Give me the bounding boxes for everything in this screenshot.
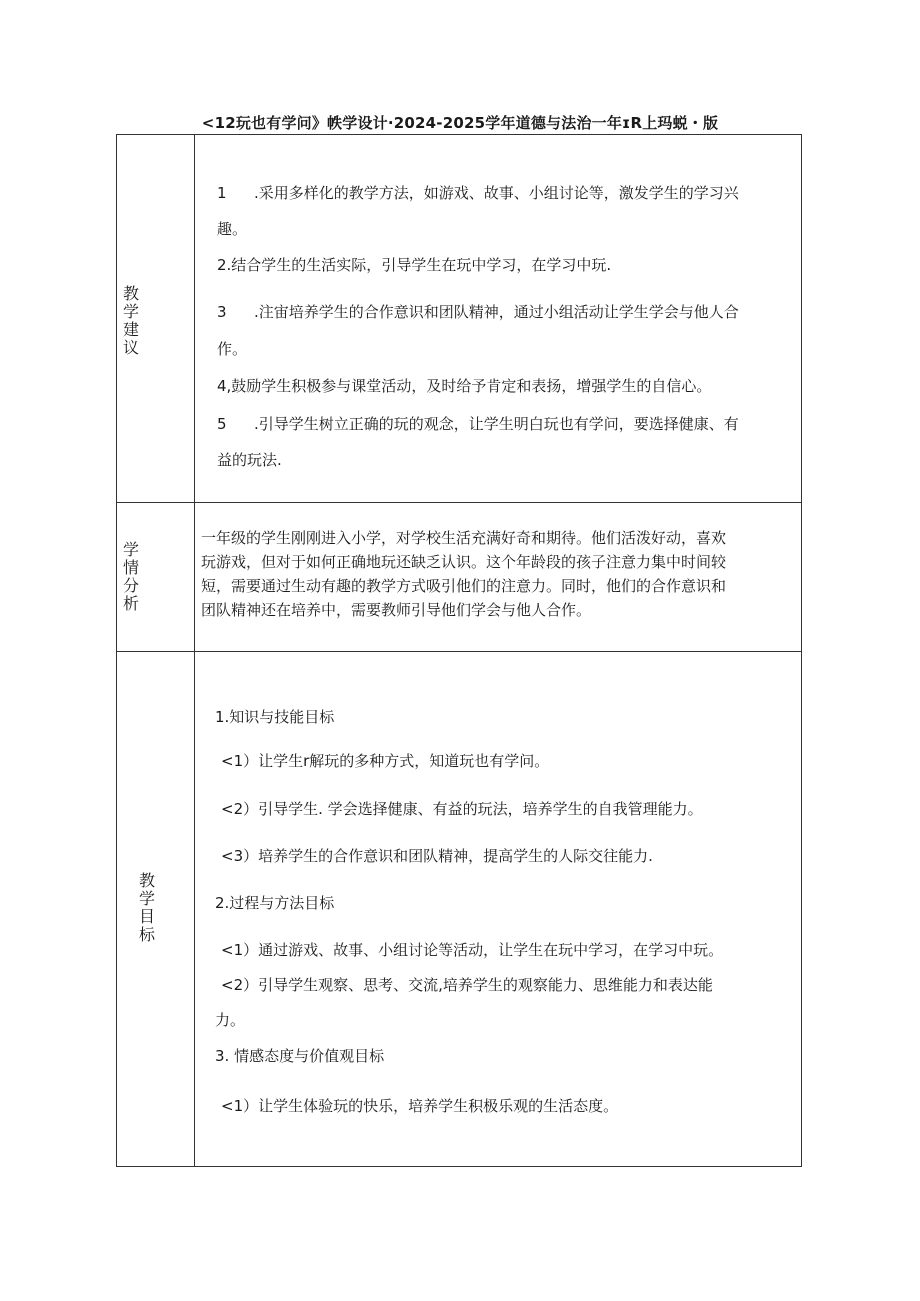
label-char: 分	[123, 576, 140, 595]
label-char: 建	[123, 320, 140, 339]
vertical-label-teaching-suggestions	[123, 285, 139, 357]
goal-item: <1）通过游戏、故事、小组讨论等活动，让学生在玩中学习，在学习中玩。	[221, 941, 724, 959]
content-teaching-goals	[195, 652, 801, 1166]
suggestion-item-1-cont: 趣。	[217, 220, 248, 238]
label-char: 目	[139, 907, 156, 926]
analysis-line-2: 玩游戏，但对于如何正确地玩还缺乏认识。这个年龄段的孩子注意力集中时间较	[201, 553, 727, 571]
goal-heading-1: 1.知识与技能目标	[215, 708, 335, 726]
row-teaching-goals	[117, 652, 801, 1166]
goal-heading-2: 2.过程与方法目标	[215, 894, 335, 912]
label-char: 学	[123, 540, 140, 559]
label-char: 议	[123, 338, 140, 357]
item-number: 3	[217, 303, 227, 321]
suggestion-item-5-cont: 益的玩法.	[217, 451, 282, 469]
label-char: 情	[123, 558, 140, 577]
label-char: 教	[139, 871, 156, 890]
lesson-plan-table	[116, 134, 802, 1167]
suggestion-item-5	[217, 413, 739, 434]
suggestion-item-1	[217, 182, 739, 203]
item-text: .采用多样化的教学方法，如游戏、故事、小组讨论等，激发学生的学习兴	[254, 184, 739, 202]
content-teaching-suggestions	[195, 135, 801, 502]
vertical-label-student-analysis	[123, 541, 139, 613]
goal-item-cont: 力。	[215, 1011, 246, 1029]
suggestion-item-2: 2.结合学生的生活实际，引导学生在玩中学习，在学习中玩.	[217, 256, 612, 274]
row-student-analysis	[117, 503, 801, 652]
item-number: 5	[217, 415, 227, 433]
suggestion-item-3-cont: 作。	[217, 340, 248, 358]
label-char: 析	[123, 594, 140, 613]
label-char: 教	[123, 284, 140, 303]
suggestion-item-3	[217, 301, 739, 322]
vertical-label-teaching-goals	[139, 872, 155, 944]
label-char: 标	[139, 925, 156, 944]
label-cell-teaching-goals	[117, 652, 195, 1166]
content-student-analysis	[195, 503, 801, 651]
label-char: 学	[139, 889, 156, 908]
goal-heading-3: 3. 情感态度与价值观目标	[215, 1047, 385, 1065]
analysis-line-4: 团队精神还在培养中，需要教师引导他们学会与他人合作。	[201, 601, 592, 619]
label-char: 学	[123, 302, 140, 321]
item-number: 1	[217, 184, 227, 202]
analysis-line-3: 短，需要通过生动有趣的教学方式吸引他们的注意力。同时，他们的合作意识和	[201, 577, 727, 595]
goal-item: <2）引导学生观察、思考、交流,培养学生的观察能力、思维能力和表达能	[221, 976, 713, 994]
analysis-line-1: 一年级的学生刚刚进入小学，对学校生活充满好奇和期待。他们活泼好动，喜欢	[201, 529, 727, 547]
goal-item: <1）让学生体验玩的快乐，培养学生积极乐观的生活态度。	[221, 1097, 619, 1115]
document-title: <12玩也有学问》帙学设计·2024-2025学年道德与法治一年ɪR上玛蜕・版	[201, 114, 719, 132]
label-cell-teaching-suggestions	[117, 135, 195, 502]
label-cell-student-analysis	[117, 503, 195, 651]
row-teaching-suggestions	[117, 135, 801, 503]
item-text: .引导学生树立正确的玩的观念，让学生明白玩也有学问，要选择健康、有	[254, 415, 739, 433]
goal-item: <3）培养学生的合作意识和团队精神，提高学生的人际交往能力.	[221, 847, 653, 865]
item-text: .注宙培养学生的合作意识和团队精神，通过小组活动让学生学会与他人合	[254, 303, 739, 321]
goal-item: <2）引导学生. 学会选择健康、有益的玩法，培养学生的自我管理能力。	[221, 800, 703, 818]
suggestion-item-4: 4,鼓励学生积极参与课堂活动，及时给予肯定和表扬，增强学生的自信心。	[217, 377, 712, 395]
goal-item: <1）让学生r解玩的多种方式，知道玩也有学问。	[221, 752, 550, 770]
